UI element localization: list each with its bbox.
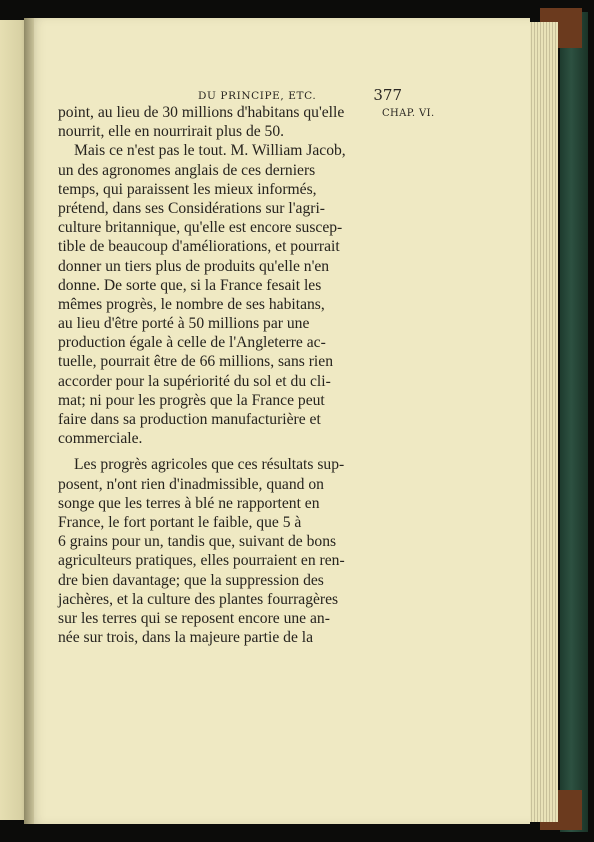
text-line: donne. De sorte que, si la France fesait les [58, 276, 322, 294]
text-line: point, au lieu de 30 millions d'habitans qu'elle [58, 104, 345, 121]
page-edges [526, 22, 558, 822]
body-text [58, 103, 402, 647]
text-line: mêmes progrès, le nombre de ses habitans, [58, 295, 325, 313]
book-cover-edge [560, 12, 588, 832]
text-line: agriculteurs pratiques, elles pourraient en ren- [58, 552, 345, 570]
page-number: 377 [373, 86, 402, 104]
text-line: Les progrès agricoles que ces résultats sup- [74, 456, 345, 474]
text-line: tible de beaucoup d'améliorations, et pourrait [58, 238, 340, 256]
text-line: née sur trois, dans la majeure partie de la [58, 629, 314, 647]
chapter-margin-note: CHAP. VI. [382, 108, 435, 119]
text-line: tuelle, pourrait être de 66 millions, sans rien [58, 353, 333, 371]
text-line: faire dans sa production manufacturière et [58, 411, 321, 428]
running-head: DU PRINCIPE, ETC. [198, 90, 317, 102]
text-line: accorder pour la supériorité du sol et du cli- [58, 372, 331, 390]
text-line: prétend, dans ses Considérations sur l'agri- [58, 199, 325, 217]
text-line: Mais ce n'est pas le tout. M. William Jacob, [74, 142, 346, 160]
text-line: production égale à celle de l'Angleterre ac- [58, 334, 326, 352]
text-line: mat; ni pour les progrès que la France peut [58, 391, 325, 409]
text-line: culture britannique, qu'elle est encore suscep- [58, 219, 343, 237]
text-line: jachères, et la culture des plantes fourragères [58, 590, 339, 608]
text-line: France, le fort portant le faible, que 5 à [58, 513, 302, 531]
page-gutter [24, 18, 34, 824]
text-line: dre bien davantage; que la suppression des [58, 571, 324, 589]
text-line: donner un tiers plus de produits qu'elle n'en [58, 257, 330, 275]
text-line: un des agronomes anglais de ces derniers [58, 161, 316, 179]
paragraph-gap [58, 448, 402, 455]
text-line: songe que les terres à blé ne rapportent en [58, 494, 320, 512]
text-line: au lieu d'être porté à 50 millions par une [58, 315, 310, 333]
text-line: temps, qui paraissent les mieux informés, [58, 180, 317, 198]
text-line: nourrit, elle en nourrirait plus de 50. [58, 123, 285, 141]
text-line: posent, n'ont rien d'inadmissible, quand on [58, 475, 324, 493]
text-line: commerciale. [58, 430, 143, 448]
text-line: 6 grains pour un, tandis que, suivant de bons [58, 533, 337, 551]
text-line: sur les terres qui se reposent encore une an- [58, 609, 330, 627]
